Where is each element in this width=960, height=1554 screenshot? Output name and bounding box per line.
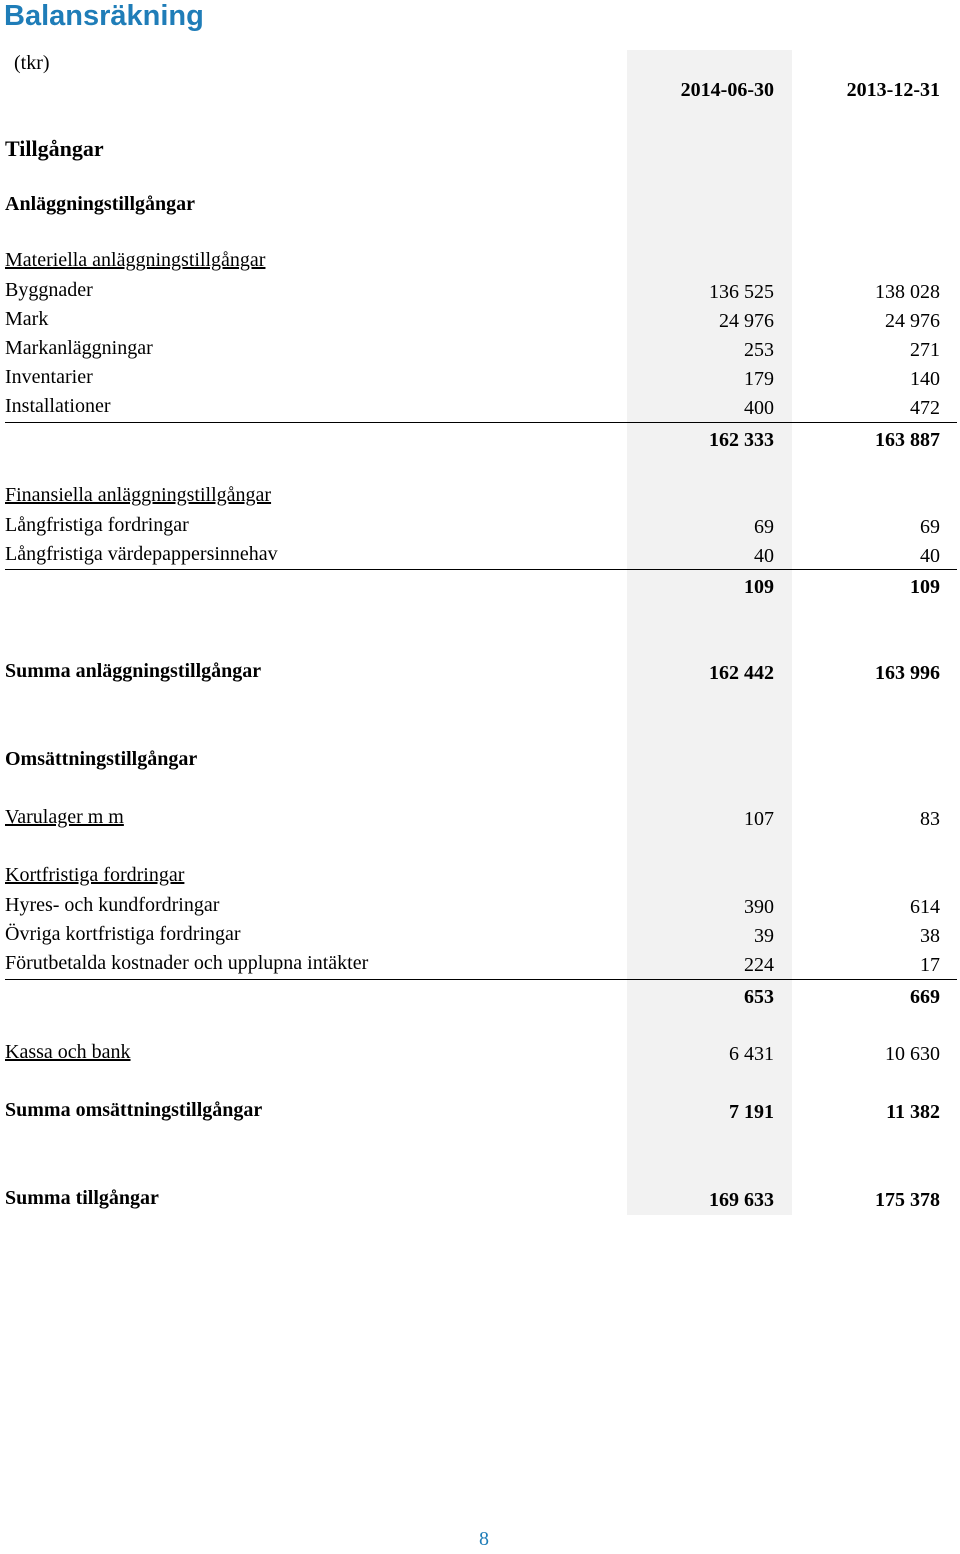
value-2014: 390 bbox=[744, 896, 774, 918]
row-label: Finansiella anläggningstillgångar bbox=[5, 484, 272, 506]
table-row bbox=[0, 864, 960, 890]
row-label: Byggnader bbox=[5, 279, 93, 301]
value-2013: 138 028 bbox=[875, 281, 940, 303]
row-label: Mark bbox=[5, 308, 49, 330]
row-label: Installationer bbox=[5, 395, 111, 417]
table-row bbox=[0, 136, 960, 162]
value-2014: 253 bbox=[744, 339, 774, 361]
value-2014: 40 bbox=[754, 545, 774, 567]
subtotal-2013: 669 bbox=[910, 986, 940, 1008]
divider bbox=[5, 422, 957, 423]
row-label: Varulager m m bbox=[5, 806, 124, 828]
value-2014: 107 bbox=[744, 808, 774, 830]
page-title: Balansräkning bbox=[4, 0, 204, 32]
value-2013: 10 630 bbox=[885, 1043, 940, 1065]
value-2014: 179 bbox=[744, 368, 774, 390]
divider bbox=[5, 979, 957, 980]
value-2013: 140 bbox=[910, 368, 940, 390]
table-row bbox=[0, 574, 960, 600]
row-label: Kortfristiga fordringar bbox=[5, 864, 185, 886]
column-header-2013: 2013-12-31 bbox=[846, 79, 940, 101]
table-row bbox=[0, 279, 960, 305]
table-row bbox=[0, 1041, 960, 1067]
table-row bbox=[0, 543, 960, 569]
subtotal-2013: 163 887 bbox=[875, 429, 940, 451]
row-label: Hyres- och kundfordringar bbox=[5, 894, 220, 916]
value-2013: 472 bbox=[910, 397, 940, 419]
value-2014: 400 bbox=[744, 397, 774, 419]
table-row bbox=[0, 514, 960, 540]
value-2014: 69 bbox=[754, 516, 774, 538]
subtotal-2014: 162 333 bbox=[709, 429, 774, 451]
table-row bbox=[0, 660, 960, 686]
row-label: Summa tillgångar bbox=[5, 1187, 159, 1209]
table-row bbox=[0, 984, 960, 1010]
table-row bbox=[0, 484, 960, 510]
row-label: Omsättningstillgångar bbox=[5, 748, 198, 770]
value-2013: 40 bbox=[920, 545, 940, 567]
table-row bbox=[0, 366, 960, 392]
row-label: Summa omsättningstillgångar bbox=[5, 1099, 263, 1121]
row-label: Förutbetalda kostnader och upplupna intäkter bbox=[5, 952, 369, 974]
row-label: Tillgångar bbox=[5, 136, 104, 161]
subtotal-2014: 109 bbox=[744, 576, 774, 598]
table-row bbox=[0, 806, 960, 832]
value-2014: 7 191 bbox=[729, 1101, 774, 1123]
value-2014: 169 633 bbox=[709, 1189, 774, 1211]
table-row bbox=[0, 894, 960, 920]
value-2013: 24 976 bbox=[885, 310, 940, 332]
value-2014: 162 442 bbox=[709, 662, 774, 684]
table-row bbox=[0, 337, 960, 363]
row-label: Summa anläggningstillgångar bbox=[5, 660, 262, 682]
value-2013: 11 382 bbox=[886, 1101, 940, 1123]
row-label: Långfristiga värdepappersinnehav bbox=[5, 543, 278, 565]
value-2014: 136 525 bbox=[709, 281, 774, 303]
value-2013: 175 378 bbox=[875, 1189, 940, 1211]
row-label: Materiella anläggningstillgångar bbox=[5, 249, 266, 271]
row-label: Markanläggningar bbox=[5, 337, 153, 359]
table-row bbox=[0, 193, 960, 219]
table-row bbox=[0, 923, 960, 949]
divider bbox=[5, 569, 957, 570]
table-row bbox=[0, 1099, 960, 1125]
unit-label: (tkr) bbox=[14, 52, 50, 74]
row-label: Inventarier bbox=[5, 366, 93, 388]
value-2014: 24 976 bbox=[719, 310, 774, 332]
row-label: Anläggningstillgångar bbox=[5, 193, 196, 215]
value-2014: 6 431 bbox=[729, 1043, 774, 1065]
row-label: Övriga kortfristiga fordringar bbox=[5, 923, 241, 945]
value-2013: 614 bbox=[910, 896, 940, 918]
row-label: Långfristiga fordringar bbox=[5, 514, 189, 536]
column-header-2014: 2014-06-30 bbox=[680, 79, 774, 101]
value-2014: 39 bbox=[754, 925, 774, 947]
page-number: 8 bbox=[479, 1528, 489, 1550]
subtotal-2014: 653 bbox=[744, 986, 774, 1008]
subtotal-2013: 109 bbox=[910, 576, 940, 598]
table-row bbox=[0, 427, 960, 453]
value-2013: 271 bbox=[910, 339, 940, 361]
value-2013: 69 bbox=[920, 516, 940, 538]
value-2013: 38 bbox=[920, 925, 940, 947]
value-2013: 83 bbox=[920, 808, 940, 830]
value-2013: 17 bbox=[920, 954, 940, 976]
row-label: Kassa och bank bbox=[5, 1041, 131, 1063]
table-row bbox=[0, 249, 960, 275]
value-2014: 224 bbox=[744, 954, 774, 976]
table-row bbox=[0, 395, 960, 421]
table-row bbox=[0, 952, 960, 978]
value-2013: 163 996 bbox=[875, 662, 940, 684]
table-row bbox=[0, 748, 960, 774]
table-row bbox=[0, 308, 960, 334]
table-row bbox=[0, 1187, 960, 1213]
